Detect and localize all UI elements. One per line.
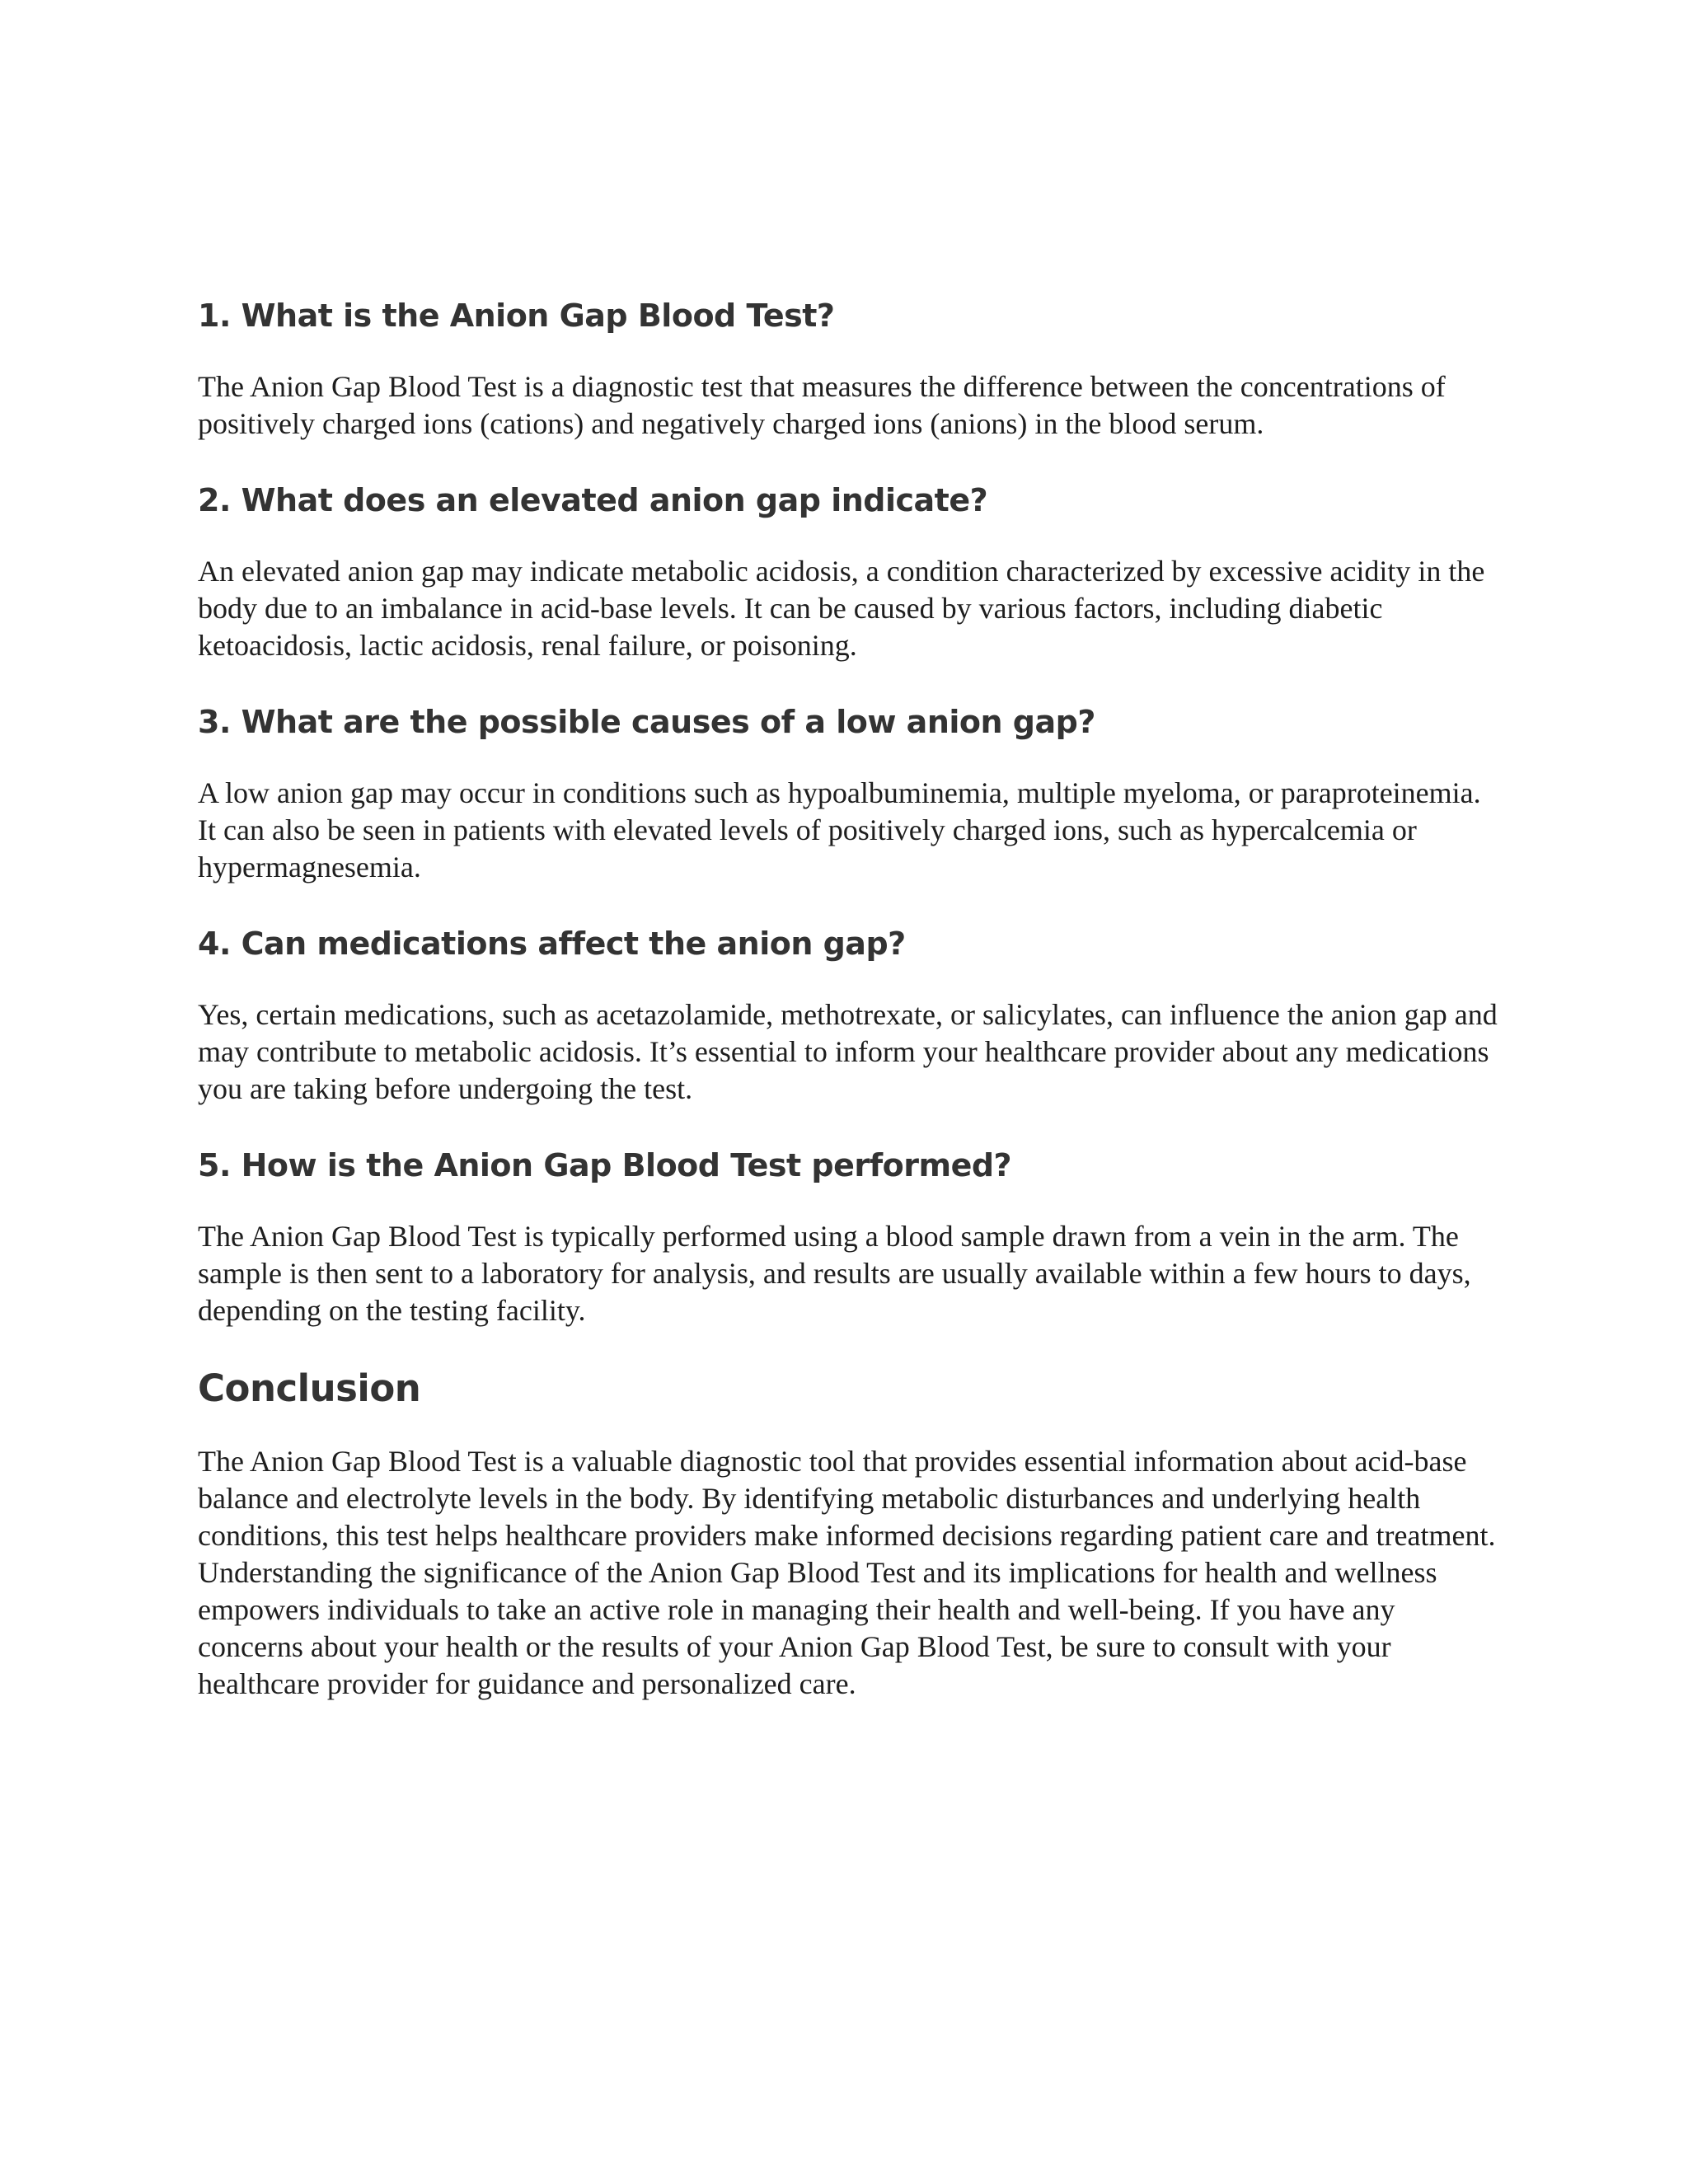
conclusion-section xyxy=(198,1364,1500,1703)
faq-heading-3: 3. What are the possible causes of a low anion gap? xyxy=(198,704,1095,740)
faq-section-5 xyxy=(198,1142,1500,1329)
faq-heading-1: 1. What is the Anion Gap Blood Test? xyxy=(198,298,835,334)
faq-answer-3: A low anion gap may occur in conditions such as hypoalbuminemia, multiple myeloma, or paraproteinemia. It can also be seen in patients with elevated levels of positively charged ions, such as hypercalcemia or hypermagnesemia. xyxy=(198,776,1481,883)
conclusion-heading: Conclusion xyxy=(198,1366,421,1410)
faq-answer-4: Yes, certain medications, such as acetazolamide, methotrexate, or salicylates, can influence the anion gap and may contribute to metabolic acidosis. It’s essential to inform your healthcare provider about any medications you are taking before undergoing the test. xyxy=(198,998,1498,1105)
faq-heading-4: 4. Can medications affect the anion gap? xyxy=(198,926,906,962)
faq-heading-2: 2. What does an elevated anion gap indicate? xyxy=(198,482,988,518)
document-content xyxy=(198,293,1500,1737)
conclusion-body: The Anion Gap Blood Test is a valuable diagnostic tool that provides essential information about acid-base balance and electrolyte levels in the body. By identifying metabolic disturbances and underlying health conditions, this test helps healthcare providers make informed decisions regarding patient care and treatment. Understanding the significance of the Anion Gap Blood Test and its implications for health and wellness empowers individuals to take an active role in managing their health and well-being. If you have any concerns about your health or the results of your Anion Gap Blood Test, be sure to consult with your healthcare provider for guidance and personalized care. xyxy=(198,1445,1496,1700)
faq-answer-2: An elevated anion gap may indicate metabolic acidosis, a condition characterized by excessive acidity in the body due to an imbalance in acid-base levels. It can be caused by various factors, including diabetic ketoacidosis, lactic acidosis, renal failure, or poisoning. xyxy=(198,555,1485,662)
faq-heading-5: 5. How is the Anion Gap Blood Test performed? xyxy=(198,1147,1012,1183)
faq-answer-1: The Anion Gap Blood Test is a diagnostic test that measures the difference between the concentrations of positively charged ions (cations) and negatively charged ions (anions) in the blood serum. xyxy=(198,370,1446,440)
faq-section-4 xyxy=(198,921,1500,1108)
faq-section-2 xyxy=(198,477,1500,664)
faq-answer-5: The Anion Gap Blood Test is typically performed using a blood sample drawn from a vein in the arm. The sample is then sent to a laboratory for analysis, and results are usually available within a few hours to days, depending on the testing facility. xyxy=(198,1220,1471,1327)
faq-section-1 xyxy=(198,293,1500,443)
faq-section-3 xyxy=(198,699,1500,886)
